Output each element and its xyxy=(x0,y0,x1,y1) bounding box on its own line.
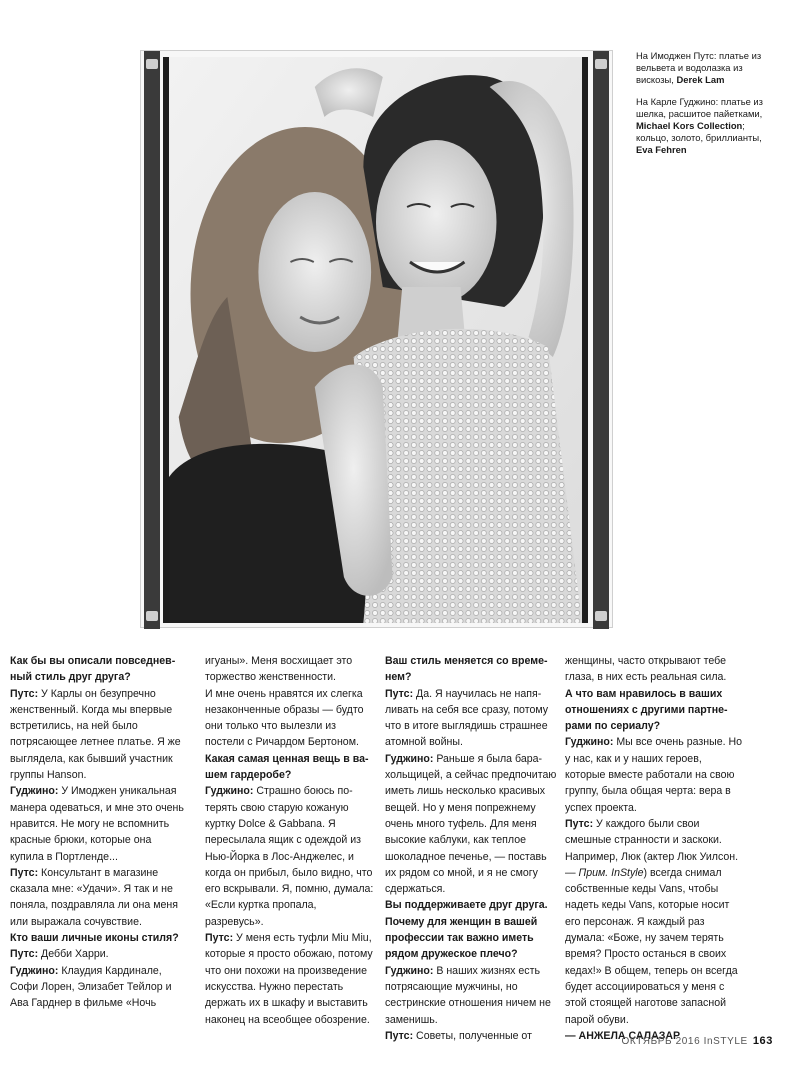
question-text: А что вам нравилось в ваших отношениях с другими партнерами по сериалу? xyxy=(565,687,728,733)
interview-answer xyxy=(385,1028,560,1044)
interview-answer xyxy=(385,751,560,898)
speaker-name: Гуджино: xyxy=(385,752,434,765)
speaker-name: Путс: xyxy=(385,1029,414,1042)
interview-question xyxy=(385,897,560,962)
answer-text: Дебби Харри. xyxy=(38,948,109,961)
interview-answer xyxy=(10,686,188,784)
interview-question xyxy=(10,930,188,946)
caption-carla: На Карле Гуджино: платье из шелка, расшитое пайетками, Michael Kors Collection; кольцо, золото, бриллианты, Eva Fehren xyxy=(636,95,763,156)
interview-answer xyxy=(565,734,745,815)
interview-answer xyxy=(10,963,188,1012)
interview-answer xyxy=(205,653,377,686)
interview-question xyxy=(205,751,377,784)
interview-answer xyxy=(565,816,745,1028)
frame-post-left xyxy=(144,51,160,629)
speaker-name: Гуджино: xyxy=(10,785,59,798)
question-text: Ваш стиль меняется со временем? xyxy=(385,655,548,684)
speaker-name: Гуджино: xyxy=(565,736,614,749)
page-number: 163 xyxy=(752,1035,773,1047)
issue-label: ОКТЯБРЬ 2016 InSTYLE xyxy=(621,1036,748,1047)
answer-text: Да. Я научилась не напяливать на себя все сразу, потому что в итоге выглядишь страшнее атомной войны. xyxy=(385,687,549,749)
text-column-3 xyxy=(385,653,560,1044)
speaker-name: Путс: xyxy=(205,932,234,945)
page-footer xyxy=(622,1035,774,1047)
question-text: Вы поддерживаете друг друга. Почему для женщин в вашей профессии так важно иметь рядом дружеское плечо? xyxy=(385,899,548,961)
answer-text: И мне очень нравятся их слегка незаконченные образы — будто они только что вылезли из постели с Ричардом Бертоном. xyxy=(205,687,364,749)
photo-captions xyxy=(636,50,776,166)
frame-post-right xyxy=(593,51,609,629)
interview-answer xyxy=(205,930,377,1028)
speaker-name: Гуджино: xyxy=(385,964,434,977)
question-text: Кто ваши личные иконы стиля? xyxy=(10,932,179,945)
signature-text: — АНЖЕЛА САЛАЗАР xyxy=(565,1029,681,1042)
answer-text: Консультант в магазине сказала мне: «Удачи». Я так и не поняла, поздравляла ли она меня или выражала сочувствие. xyxy=(10,866,178,928)
text-column-4 xyxy=(565,653,745,1044)
answer-text-continued: ) всегда снимал собственные кеды Vans, чтобы надеть кеды Vans, которые носит его персонаж. Я каждый раз думала: «Боже, ну зачем терять время? Просто останься в своих кедах!» В общем, теперь он всегда будет ассоциироваться у меня с этой стоящей наготове запасной парой обуви. xyxy=(565,866,738,1026)
interview-answer xyxy=(385,686,560,751)
speaker-name: Гуджино: xyxy=(10,964,59,977)
text-column-2 xyxy=(205,653,377,1028)
answer-text: У каждого были свои смешные странности и заскоки. Например, Люк (актер Люк Уилсон. — xyxy=(565,817,739,879)
interview-answer xyxy=(205,783,377,930)
answer-text: В наших жизнях есть потрясающие мужчины, но сестринские отношения ничем не заменишь. xyxy=(385,964,551,1026)
speaker-name: Путс: xyxy=(10,687,39,700)
speaker-name: Путс: xyxy=(385,687,414,700)
answer-text: Страшно боюсь потерять свою старую кожаную куртку Dolce & Gabbana. Я пересылала ящик с одеждой из Нью-Йорка в Лос-Анджелес, и когда он прибыл, было видно, что его вскрывали. Я, помню, думала: «Если куртка пропала, разревусь». xyxy=(205,785,374,928)
answer-text: женщины, часто открывают тебе глаза, в них есть реальная сила. xyxy=(565,655,727,684)
interview-answer xyxy=(205,686,377,751)
editor-note: Прим. InStyle xyxy=(578,866,644,879)
answer-text: У Карлы он безупречно женственный. Когда мы впервые встретились, на ней было потрясающее летнее платье. Я же выглядела, как бывший участник группы Hanson. xyxy=(10,687,181,782)
caption-imogen: На Имоджен Путс: платье из вельвета и водолазка из вискозы, Derek Lam xyxy=(636,50,762,86)
interview-answer xyxy=(10,783,188,864)
cover-photo xyxy=(163,57,588,623)
speaker-name: Путс: xyxy=(10,866,39,879)
photo-illustration xyxy=(169,57,582,623)
answer-text: Советы, полученные от xyxy=(413,1029,532,1042)
speaker-name: Гуджино: xyxy=(205,785,254,798)
speaker-name: Путс: xyxy=(565,817,594,830)
answer-text: игуаны». Меня восхищает это торжество женственности. xyxy=(205,655,353,684)
answer-text: У Имоджен уникальная манера одеваться, и мне это очень нравится. Не могу не вспомнить красные брюки, которые она купила в Портленде... xyxy=(10,785,184,863)
interview-answer xyxy=(10,946,188,962)
answer-text: У меня есть туфли Miu Miu, которые я просто обожаю, потому что они похожи на произведение искусства. Нужно перестать держать их в шкафу и выставить наконец на всеобщее обозрение. xyxy=(205,932,373,1026)
interview-answer xyxy=(10,865,188,930)
answer-text: Клаудия Кардинале, Софи Лорен, Элизабет Тейлор и Ава Гарднер в фильме «Ночь xyxy=(10,964,172,1010)
interview-answer xyxy=(565,653,745,686)
interview-question xyxy=(385,653,560,686)
question-text: Как бы вы описали повседневный стиль друг друга? xyxy=(10,655,176,684)
question-text: Какая самая ценная вещь в вашем гардеробе? xyxy=(205,752,369,782)
text-column-1 xyxy=(10,653,188,1012)
speaker-name: Путс: xyxy=(10,948,39,961)
interview-question xyxy=(10,653,188,686)
answer-text: Раньше я была барахольщицей, а сейчас предпочитаю иметь лишь несколько красивых вещей. Но у меня попрежнему очень много туфель. Для меня высокие каблуки, как теплое шоколадное печенье, — поставь их рядом со мной, и я не смогу сдержаться. xyxy=(385,752,557,896)
interview-answer xyxy=(385,963,560,1028)
interview-question xyxy=(565,686,745,735)
photo-frame xyxy=(140,50,613,628)
answer-text: Мы все очень разные. Но у нас, как и у наших героев, которые вместе работали на свою группу, была общая черта: вера в успех проекта. xyxy=(565,736,743,814)
